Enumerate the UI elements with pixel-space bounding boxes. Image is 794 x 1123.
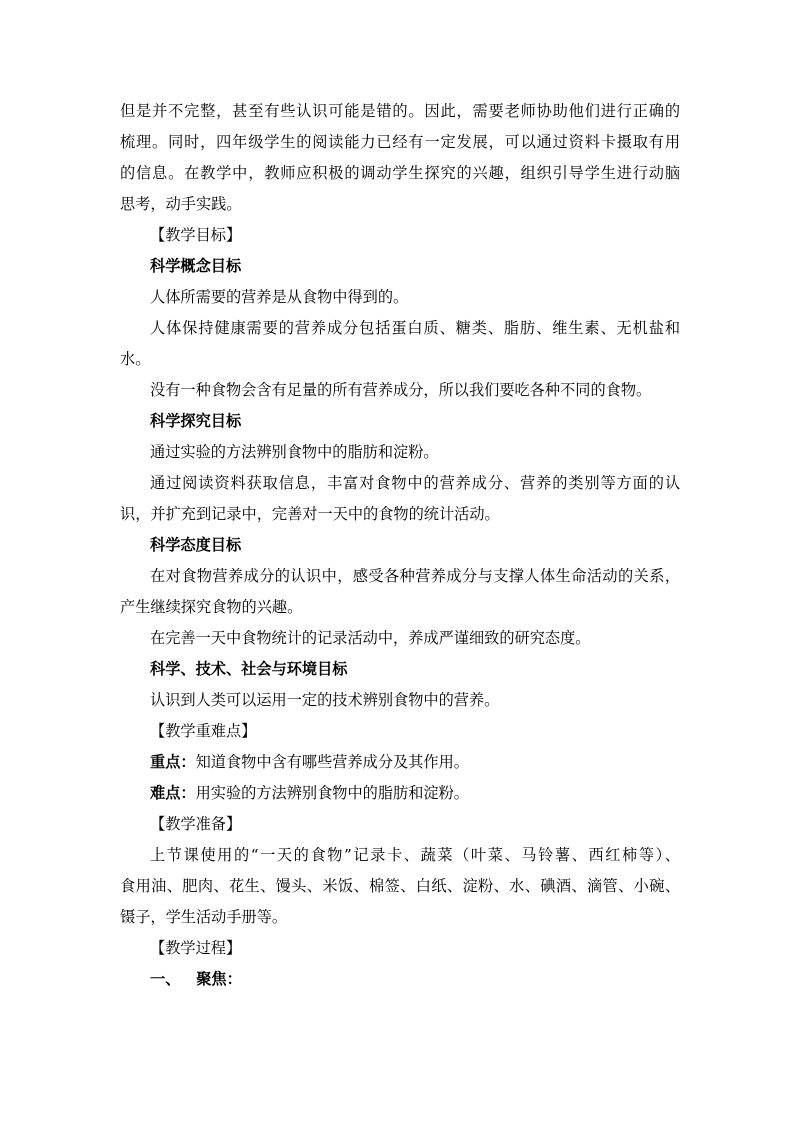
paragraph-line: 梳理。同时，四年级学生的阅读能力已经有一定发展，可以通过资料卡摄取有用 (120, 133, 680, 151)
section-heading-preparation: 【教学准备】 (150, 815, 242, 833)
paragraph-line: 通过实验的方法辨别食物中的脂肪和淀粉。 (150, 443, 439, 461)
key-point-text: 知道食物中含有哪些营养成分及其作用。 (195, 753, 469, 771)
document-page (120, 96, 680, 995)
difficulty-line (120, 778, 680, 809)
paragraph-line: 在完善一天中食物统计的记录活动中，养成严谨细致的研究态度。 (150, 629, 591, 647)
paragraph-line: 上节课使用的“一天的食物”记录卡、蔬菜（叶菜、马铃薯、西红柿等）、 (150, 846, 680, 864)
subheading-stse-goals: 科学、技术、社会与环境目标 (150, 660, 348, 678)
subheading-focus: 一、 聚焦： (150, 970, 242, 988)
section-heading-key-points: 【教学重难点】 (150, 722, 257, 740)
subheading-attitude-goals: 科学态度目标 (150, 536, 242, 554)
paragraph-line: 识，并扩充到记录中，完善对一天中的食物的统计活动。 (120, 505, 500, 523)
subheading-inquiry-goals: 科学探究目标 (150, 412, 242, 430)
difficulty-text: 用实验的方法辨别食物中的脂肪和淀粉。 (195, 784, 469, 802)
paragraph-line: 产生继续探究食物的兴趣。 (120, 598, 303, 616)
paragraph-line: 但是并不完整，甚至有些认识可能是错的。因此，需要老师协助他们进行正确的 (120, 102, 680, 120)
difficulty-label: 难点： (150, 784, 196, 802)
paragraph-line: 食用油、肥肉、花生、馒头、米饭、棉签、白纸、淀粉、水、碘酒、滴管、小碗、 (120, 877, 680, 895)
section-heading-process: 【教学过程】 (150, 939, 242, 957)
paragraph-line: 人体所需要的营养是从食物中得到的。 (150, 288, 409, 306)
paragraph-line: 思考，动手实践。 (120, 195, 242, 213)
paragraph-line: 的信息。在教学中，教师应积极的调动学生探究的兴趣，组织引导学生进行动脑 (120, 164, 680, 182)
section-heading-teaching-goals: 【教学目标】 (150, 226, 242, 244)
subheading-concept-goals: 科学概念目标 (150, 257, 242, 275)
paragraph-line: 在对食物营养成分的认识中，感受各种营养成分与支撑人体生命活动的关系， (150, 567, 680, 585)
paragraph-line: 水。 (120, 350, 151, 368)
paragraph-line: 认识到人类可以运用一定的技术辨别食物中的营养。 (150, 691, 500, 709)
key-point-line (120, 747, 680, 778)
paragraph-line: 通过阅读资料获取信息，丰富对食物中的营养成分、营养的类别等方面的认 (150, 474, 680, 492)
paragraph-line: 镊子，学生活动手册等。 (120, 908, 288, 926)
paragraph-line: 人体保持健康需要的营养成分包括蛋白质、糖类、脂肪、维生素、无机盐和 (150, 319, 680, 337)
paragraph-line: 没有一种食物会含有足量的所有营养成分，所以我们要吃各种不同的食物。 (150, 381, 652, 399)
key-point-label: 重点： (150, 753, 196, 771)
